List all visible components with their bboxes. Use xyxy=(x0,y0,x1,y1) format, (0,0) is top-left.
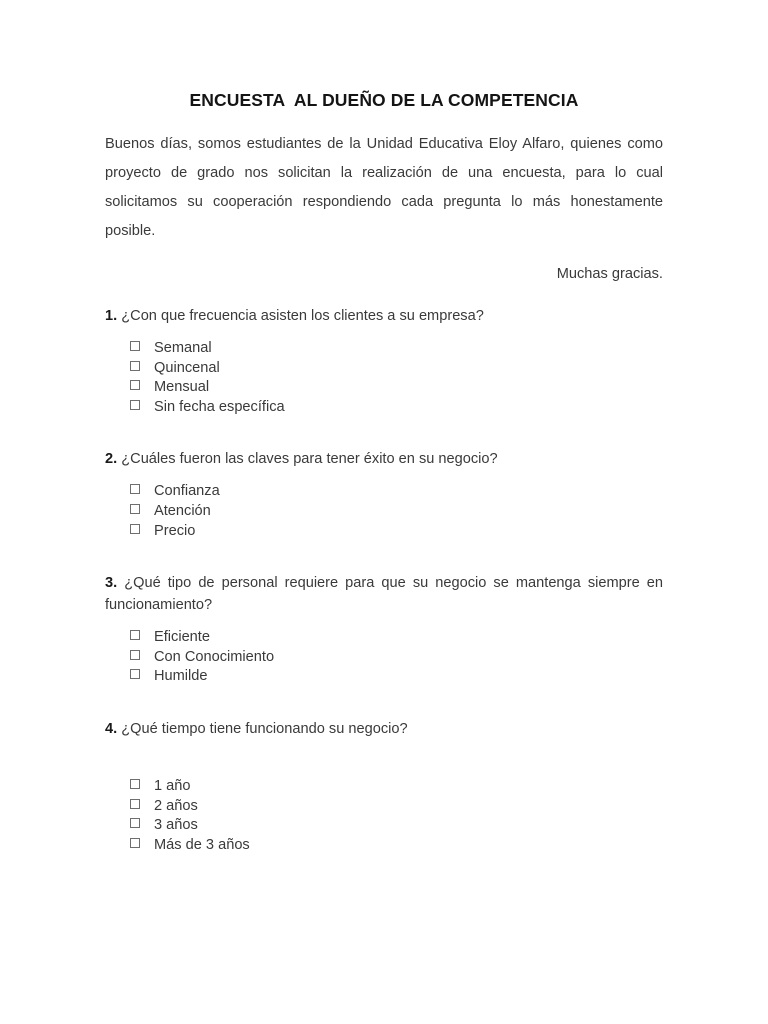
checkbox-icon[interactable] xyxy=(130,669,140,679)
option-label: Con Conocimiento xyxy=(154,648,275,665)
page-title: ENCUESTA AL DUEÑO DE LA COMPETENCIA xyxy=(189,90,579,110)
question-1 xyxy=(105,285,663,327)
checkbox-icon[interactable] xyxy=(130,400,140,410)
option-label: Quincenal xyxy=(154,359,220,376)
question-2-options xyxy=(105,470,663,541)
option-label: Más de 3 años xyxy=(154,836,250,853)
checkbox-icon[interactable] xyxy=(130,341,140,351)
option-label: Precio xyxy=(154,522,196,539)
checkbox-icon[interactable] xyxy=(130,380,140,390)
list-item[interactable] xyxy=(105,797,663,817)
list-item[interactable] xyxy=(105,816,663,836)
document-content xyxy=(105,0,663,855)
list-item[interactable] xyxy=(105,482,663,502)
checkbox-icon[interactable] xyxy=(130,779,140,789)
option-label: Sin fecha específica xyxy=(154,398,285,415)
question-2-number: 2. xyxy=(105,451,118,468)
option-label: Eficiente xyxy=(154,629,210,646)
list-item[interactable] xyxy=(105,777,663,797)
list-item[interactable] xyxy=(105,836,663,856)
checkbox-icon[interactable] xyxy=(130,650,140,660)
checkbox-icon[interactable] xyxy=(130,799,140,809)
checkbox-icon[interactable] xyxy=(130,504,140,514)
list-item[interactable] xyxy=(105,339,663,359)
checkbox-icon[interactable] xyxy=(130,361,140,371)
question-4 xyxy=(105,687,663,740)
list-item[interactable] xyxy=(105,667,663,687)
question-2-text: ¿Cuáles fueron las claves para tener éxito en su negocio? xyxy=(121,451,498,468)
question-4-number: 4. xyxy=(105,720,118,737)
option-label: 1 año xyxy=(154,777,191,794)
question-3 xyxy=(105,541,663,616)
list-item[interactable] xyxy=(105,359,663,379)
question-3-number: 3. xyxy=(105,575,118,592)
intro-paragraph: Buenos días, somos estudiantes de la Unidad Educativa Eloy Alfaro, quienes como proyecto de grado nos solicitan la realización de una encuesta, para lo cual solicitamos su cooperación respondiendo cada pregunta lo más honestamente posible. xyxy=(105,136,663,239)
list-item[interactable] xyxy=(105,502,663,522)
question-2 xyxy=(105,417,663,470)
list-item[interactable] xyxy=(105,648,663,668)
option-label: Semanal xyxy=(154,340,212,356)
question-3-text: ¿Qué tipo de personal requiere para que su negocio se mantenga siempre en funcionamiento? xyxy=(105,575,663,614)
option-label: Humilde xyxy=(154,668,208,685)
option-label: Mensual xyxy=(154,379,210,396)
question-4-options xyxy=(105,740,663,855)
option-label: Confianza xyxy=(154,483,220,500)
question-1-text: ¿Con que frecuencia asisten los clientes a su empresa? xyxy=(121,308,484,324)
option-label: Atención xyxy=(154,502,211,519)
option-label: 3 años xyxy=(154,817,198,834)
list-item[interactable] xyxy=(105,378,663,398)
checkbox-icon[interactable] xyxy=(130,838,140,848)
list-item[interactable] xyxy=(105,628,663,648)
list-item[interactable] xyxy=(105,522,663,542)
question-3-options xyxy=(105,616,663,687)
question-1-options xyxy=(105,327,663,417)
question-4-text: ¿Qué tiempo tiene funcionando su negocio? xyxy=(121,720,408,737)
question-1-number: 1. xyxy=(105,308,118,324)
option-label: 2 años xyxy=(154,797,198,814)
checkbox-icon[interactable] xyxy=(130,484,140,494)
checkbox-icon[interactable] xyxy=(130,818,140,828)
checkbox-icon[interactable] xyxy=(130,524,140,534)
closing-thanks: Muchas gracias. xyxy=(556,266,663,282)
checkbox-icon[interactable] xyxy=(130,630,140,640)
list-item[interactable] xyxy=(105,398,663,418)
